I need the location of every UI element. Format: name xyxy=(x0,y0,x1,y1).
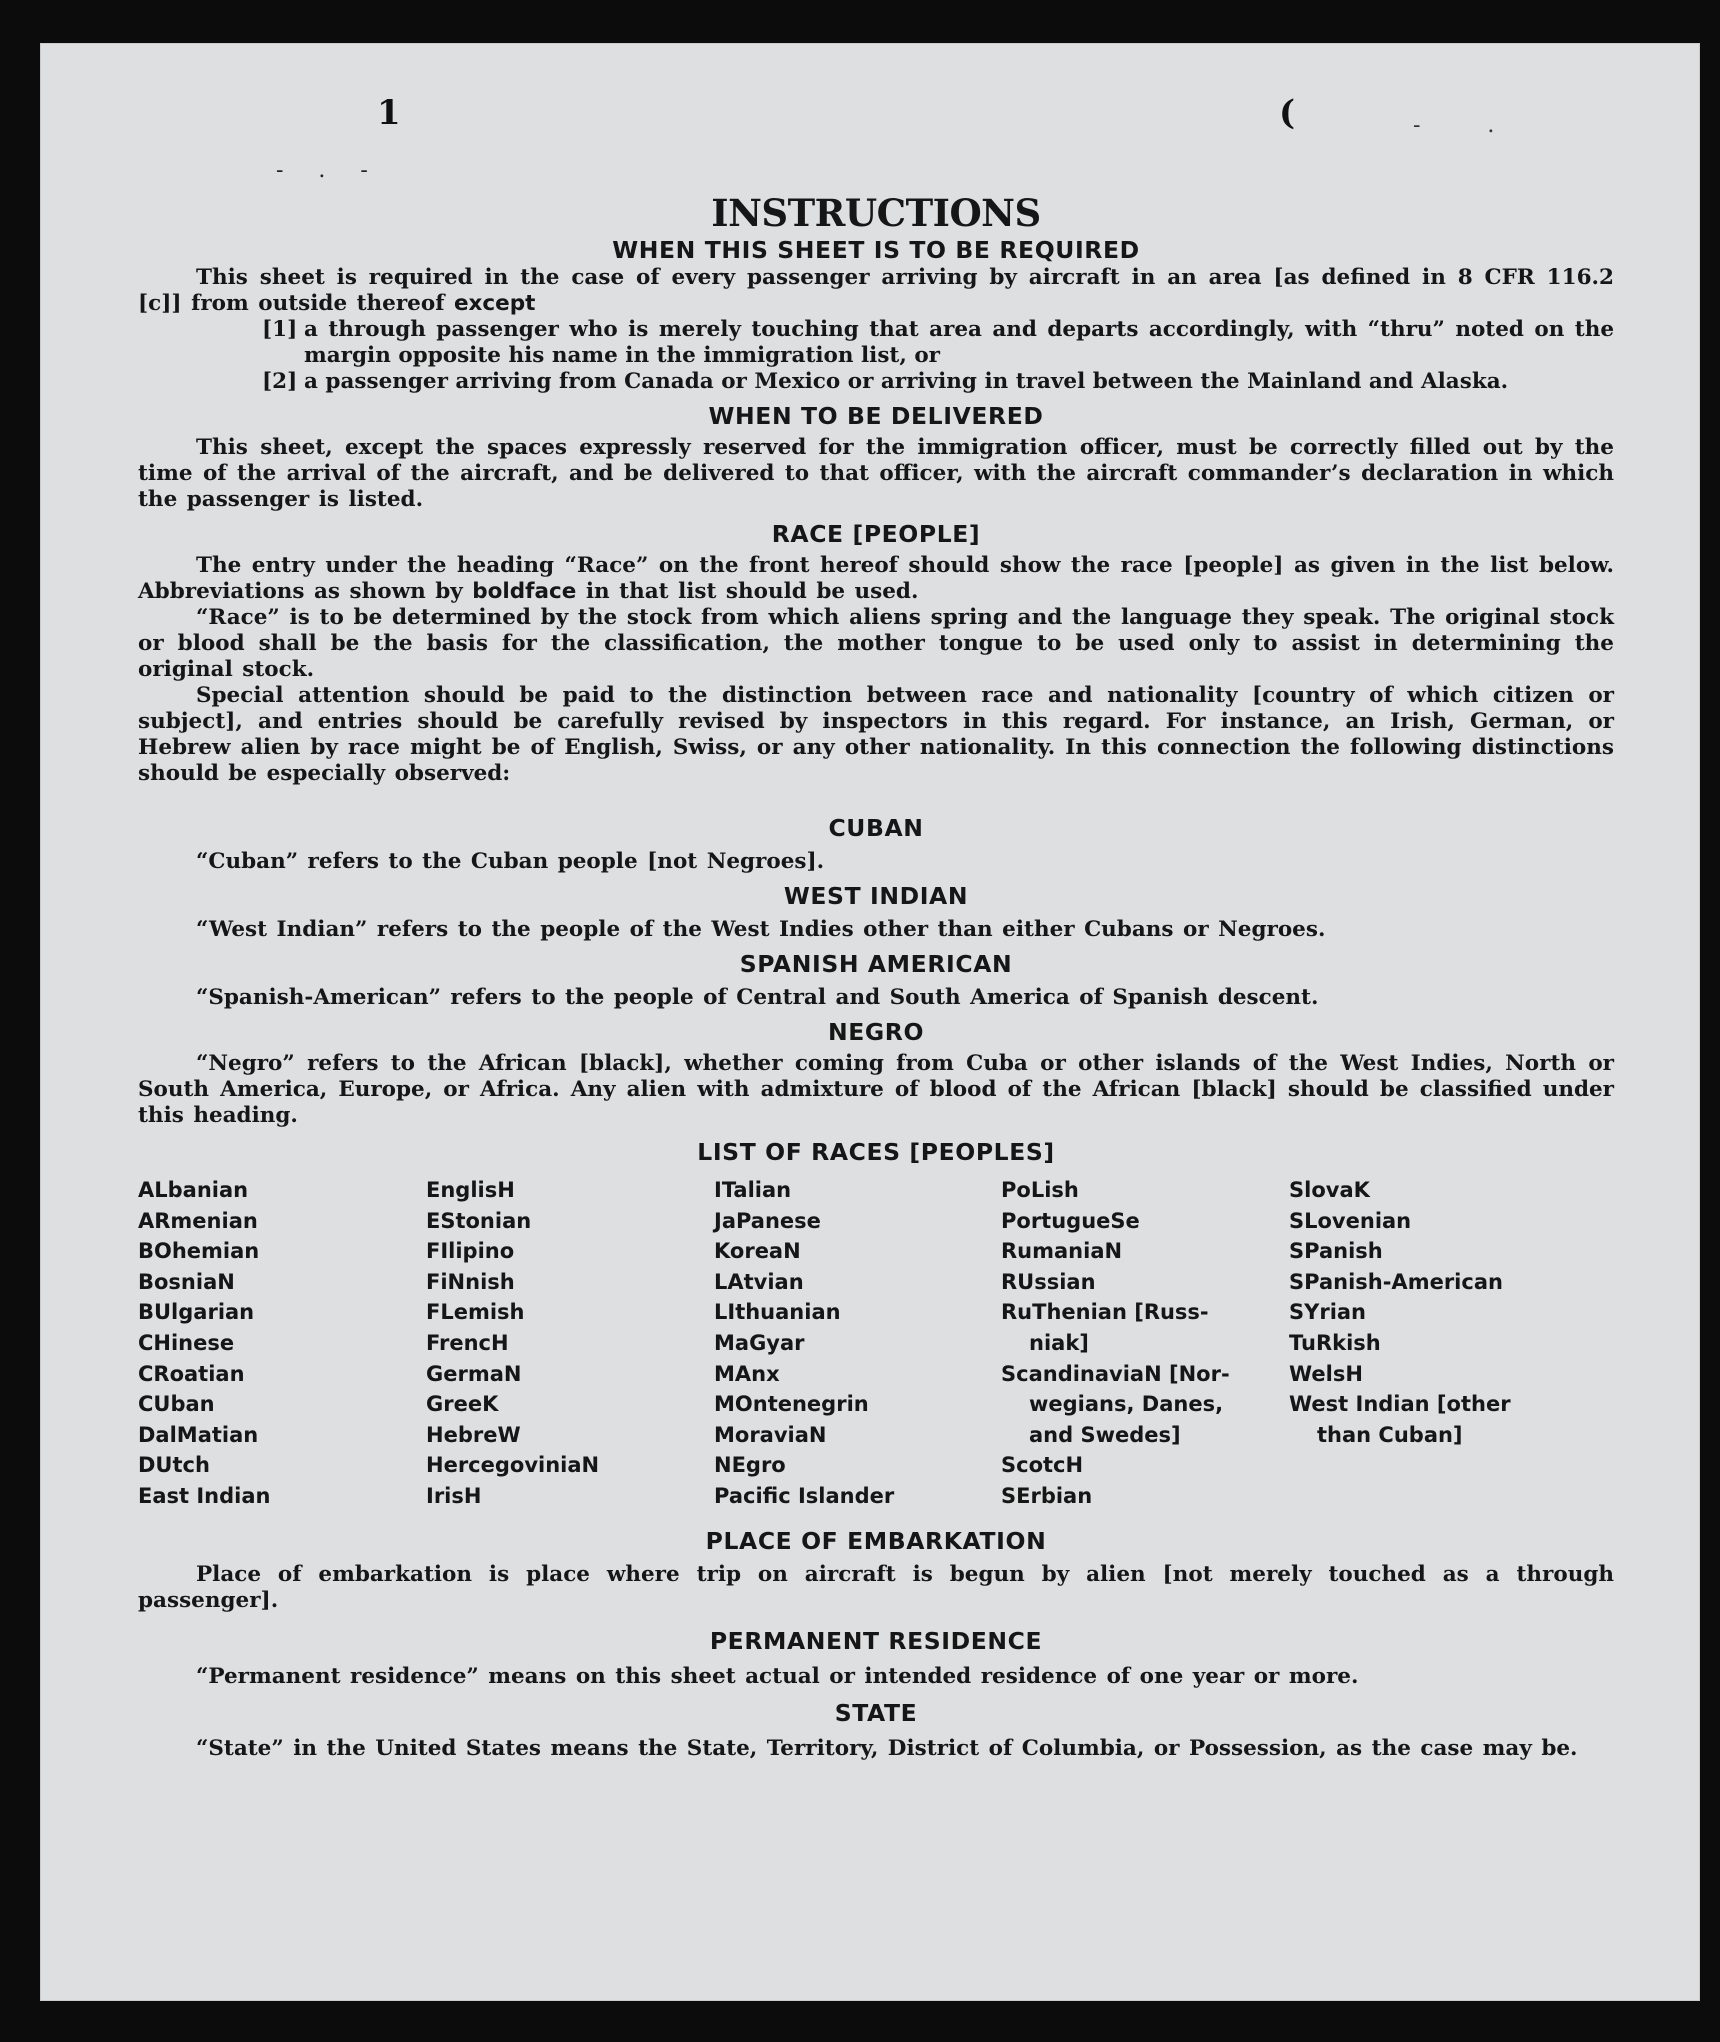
race-entry: ALbanian xyxy=(138,1178,249,1202)
race-paragraph-2: “Race” is to be determined by the stock from which aliens spring and the language they speak. The original stock or blood shall be the basis for the classification, the mother tongue to be used only to assist in determining the original stock. xyxy=(138,605,1614,682)
heading-spanish-american: SPANISH AMERICAN xyxy=(739,950,1013,978)
document-page xyxy=(40,43,1700,2001)
races-column-4 xyxy=(1001,1175,1289,1512)
race-paragraph-3: Special attention should be paid to the distinction between race and nationality [country of which citizen or subject], and entries should be carefully revised by inspectors in this regard. For instance, an Irish, German, or Hebrew alien by race might be of English, Swiss, or any other nationality. In this connection the following distinctions should be especially observed: xyxy=(138,683,1614,786)
race-entry: FrencH xyxy=(426,1330,509,1355)
race-entry: SLovenian xyxy=(1289,1208,1412,1233)
spanish-american-text: “Spanish-American” refers to the people of Central and South America of Spanish descent. xyxy=(196,985,1319,1010)
race-entry: RUssian xyxy=(1001,1269,1096,1294)
required-except: except xyxy=(453,291,536,316)
required-item-1: [1] a through passenger who is merely touching that area and departs accordingly, with “thru” noted on the margin opposite his name in the immigration list, or xyxy=(262,317,1614,368)
race-entry: EStonian xyxy=(426,1208,532,1233)
race-entry: East Indian xyxy=(138,1483,271,1508)
heading-list-of-races: LIST OF RACES [PEOPLES] xyxy=(697,1138,1055,1166)
race-entry: MaGyar xyxy=(714,1330,805,1355)
race-entry: NEgro xyxy=(714,1453,786,1478)
heading-permanent-residence: PERMANENT RESIDENCE xyxy=(709,1626,1043,1655)
race-entry: KoreaN xyxy=(714,1239,801,1264)
heading-embarkation: PLACE OF EMBARKATION xyxy=(705,1526,1047,1555)
races-list xyxy=(138,1175,1614,1512)
delivered-text: This sheet, except the spaces expressly reserved for the immigration officer, must be correctly filled out by the time of the arrival of the aircraft, and be delivered to that officer, with the aircraft commander’s declaration in which the passenger is listed. xyxy=(138,435,1614,512)
race-entry: Pacific Islander xyxy=(714,1483,895,1508)
state-text: “State” in the United States means the State, Territory, District of Columbia, or Possession, as the case may be. xyxy=(196,1735,1578,1761)
stray-marks-right: - . xyxy=(1413,113,1525,138)
race-entry: MAnx xyxy=(714,1361,780,1386)
race-entry: SPanish xyxy=(1289,1239,1383,1264)
race-entry: BUlgarian xyxy=(138,1300,255,1325)
race-entry: EnglisH xyxy=(426,1178,515,1202)
race-entry: BOhemian xyxy=(138,1239,260,1264)
race-entry: ITalian xyxy=(714,1178,792,1202)
race-entry: LIthuanian xyxy=(714,1300,841,1325)
boldface-word: boldface xyxy=(472,579,577,604)
race-entry: PortugueSe xyxy=(1001,1208,1140,1233)
race-entry: TuRkish xyxy=(1289,1330,1381,1355)
residence-text: “Permanent residence” means on this sheet actual or intended residence of one year or more. xyxy=(196,1663,1359,1689)
required-intro: This sheet is required in the case of every passenger arriving by aircraft in an area [as defined in 8 CFR 116.2 [c]] from outside thereof except xyxy=(138,265,1614,316)
race-entry: WelsH xyxy=(1289,1361,1363,1386)
page-title: INSTRUCTIONS xyxy=(711,191,1041,235)
race-entry: DalMatian xyxy=(138,1422,259,1447)
race-entry: HercegoviniaN xyxy=(426,1453,600,1478)
race-entry: FLemish xyxy=(426,1300,525,1325)
race-entry: BosniaN xyxy=(138,1269,235,1294)
heading-west-indian: WEST INDIAN xyxy=(783,882,969,910)
race-entry: SErbian xyxy=(1001,1483,1093,1508)
race-entry-continued: and Swedes] xyxy=(1029,1422,1181,1447)
heading-cuban: CUBAN xyxy=(828,814,924,842)
race-entry: LAtvian xyxy=(714,1269,804,1294)
race-entry: GreeK xyxy=(426,1392,499,1417)
west-indian-text: “West Indian” refers to the people of the West Indies other than either Cubans or Negroes. xyxy=(196,917,1326,942)
race-entry: FiNnish xyxy=(426,1269,515,1294)
race-entry: JaPanese xyxy=(714,1208,821,1233)
race-entry: ScandinaviaN [Nor- xyxy=(1001,1361,1230,1386)
race-entry: PoLish xyxy=(1001,1178,1079,1202)
page-mark-left: 1 xyxy=(377,93,401,133)
race-entry: MOntenegrin xyxy=(714,1392,869,1417)
heading-when-required: WHEN THIS SHEET IS TO BE REQUIRED xyxy=(612,236,1140,264)
stray-marks-left: - . - xyxy=(276,158,382,183)
race-entry: GermaN xyxy=(426,1361,522,1386)
race-entry-continued: wegians, Danes, xyxy=(1029,1392,1224,1417)
races-column-5 xyxy=(1289,1175,1614,1512)
negro-text: “Negro” refers to the African [black], whether coming from Cuba or other islands of the West Indies, North or South America, Europe, or Africa. Any alien with admixture of blood of the African [black] should be classified under this heading. xyxy=(138,1051,1614,1128)
race-entry: ScotcH xyxy=(1001,1453,1084,1478)
race-entry: DUtch xyxy=(138,1453,210,1478)
required-item-2: [2] a passenger arriving from Canada or Mexico or arriving in travel between the Mainland and Alaska. xyxy=(262,369,1509,394)
race-entry: MoraviaN xyxy=(714,1422,827,1447)
embarkation-text: Place of embarkation is place where trip on aircraft is begun by alien [not merely touched as a through passenger]. xyxy=(138,1561,1614,1613)
document-body xyxy=(138,73,1614,1762)
race-entry: IrisH xyxy=(426,1483,482,1508)
race-entry: CHinese xyxy=(138,1330,235,1355)
cuban-text: “Cuban” refers to the Cuban people [not Negroes]. xyxy=(196,849,825,874)
race-entry: CRoatian xyxy=(138,1361,245,1386)
heading-negro: NEGRO xyxy=(827,1018,925,1046)
race-entry: RumaniaN xyxy=(1001,1239,1123,1264)
heading-when-delivered: WHEN TO BE DELIVERED xyxy=(708,402,1044,430)
races-column-1 xyxy=(138,1175,426,1512)
race-entry: West Indian [other xyxy=(1289,1392,1511,1417)
race-entry: CUban xyxy=(138,1392,215,1417)
race-entry: SlovaK xyxy=(1289,1178,1370,1202)
race-paragraph-1: The entry under the heading “Race” on the front hereof should show the race [people] as given in the list below. Abbreviations as shown by boldface in that list should be used. xyxy=(138,553,1614,604)
race-entry: SPanish-American xyxy=(1289,1269,1503,1294)
heading-state: STATE xyxy=(834,1698,918,1727)
race-entry-continued: than Cuban] xyxy=(1317,1422,1463,1447)
race-entry: SYrian xyxy=(1289,1300,1367,1325)
race-entry-continued: niak] xyxy=(1029,1330,1089,1355)
race-entry: HebreW xyxy=(426,1422,521,1447)
page-mark-right: ( xyxy=(1279,93,1296,133)
heading-race: RACE [PEOPLE] xyxy=(771,520,981,548)
race-entry: ARmenian xyxy=(138,1208,258,1233)
races-column-3 xyxy=(714,1175,1001,1512)
race-entry: FIlipino xyxy=(426,1239,515,1264)
race-entry: RuThenian [Russ- xyxy=(1001,1300,1209,1325)
races-column-2 xyxy=(426,1175,714,1512)
